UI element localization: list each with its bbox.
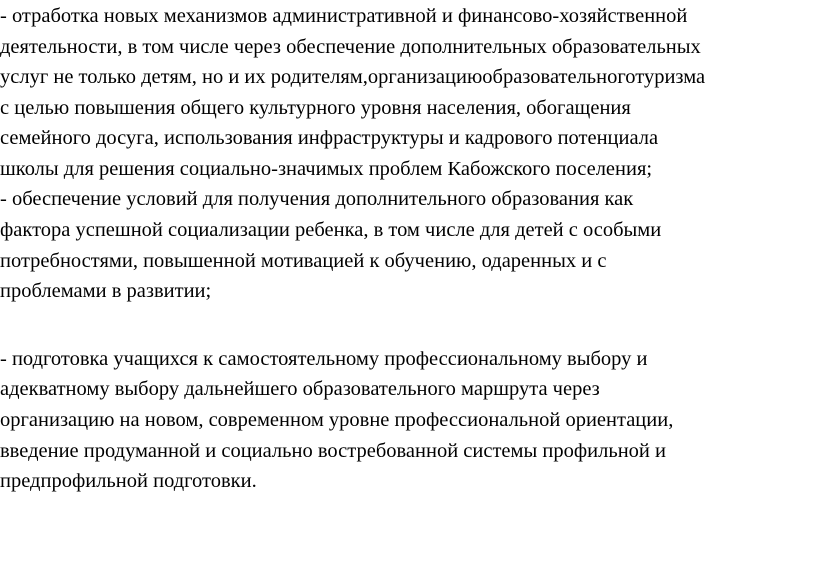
- text-line: предпрофильной подготовки.: [0, 470, 257, 492]
- text-line: услуг не только детям, но и их родителям,организациюобразовательноготуризма: [0, 66, 706, 88]
- text-line: с целью повышения общего культурного уровня населения, обогащения: [0, 97, 631, 119]
- text-line: фактора успешной социализации ребенка, в том числе для детей с особыми: [0, 219, 662, 241]
- text-line: - обеспечение условий для получения дополнительного образования как: [0, 188, 634, 210]
- text-line: адекватному выбору дальнейшего образовательного маршрута через: [0, 378, 600, 400]
- text-line: - подготовка учащихся к самостоятельному профессиональному выбору и: [0, 348, 648, 370]
- text-line: школы для решения социально-значимых проблем Кабожского поселения;: [0, 158, 653, 180]
- text-line: проблемами в развитии;: [0, 280, 212, 302]
- text-line: введение продуманной и социально востребованной системы профильной и: [0, 440, 666, 462]
- text-line: организацию на новом, современном уровне профессиональной ориентации,: [0, 409, 674, 431]
- text-line: - отработка новых механизмов административной и финансово-хозяйственной: [0, 5, 688, 27]
- text-line: потребностями, повышенной мотивацией к обучению, одаренных и с: [0, 250, 607, 272]
- text-line: деятельности, в том числе через обеспечение дополнительных образовательных: [0, 36, 701, 58]
- text-line: семейного досуга, использования инфраструктуры и кадрового потенциала: [0, 127, 659, 149]
